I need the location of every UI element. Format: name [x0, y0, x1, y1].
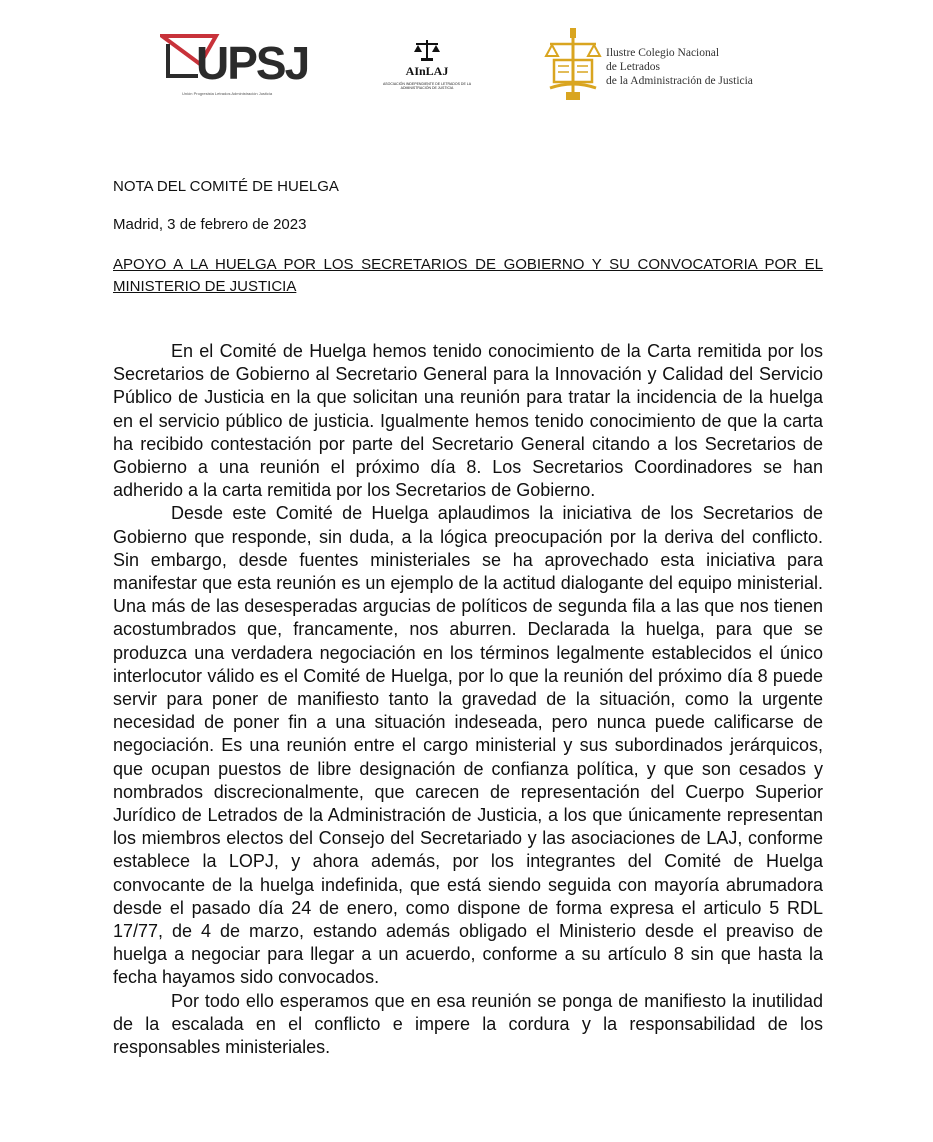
- upsj-wordmark: UPSJ: [196, 37, 309, 89]
- ainlaj-name: AInLAJ: [405, 64, 449, 78]
- colegio-crest-icon: [542, 26, 604, 104]
- colegio-name-line2: de Letrados: [606, 61, 660, 73]
- body-paragraph: Desde este Comité de Huelga aplaudimos la iniciativa de los Secretarios de Gobierno que responde, sin duda, a la lógica preocupación por la deriva del conflicto. Sin embargo, desde fuentes ministeriales se ha aprovechado esta iniciativa para manifestar que esta reunión es un ejemplo de la actitud dialogante del equipo ministerial. Una más de las desesperadas argucias de políticos de segunda fila a las que nos tienen acostumbrados que, francamente, nos aburren. Declarada la huelga, para que se produzca una verdadera negociación en los términos legalmente establecidos el único interlocutor válido es el Comité de Huelga, por lo que la reunión del próximo día 8 puede servir para poner de manifiesto tanto la gravedad de la situación, como la urgente necesidad de poner fin a una situación indeseada, pero nunca puede calificarse de negociación. Es una reunión entre el cargo ministerial y sus subordinados jerárquicos, que ocupan puestos de libre designación de confianza política, y que son cesados y nombrados discrecionalmente, que carecen de representación del Cuerpo Superior Jurídico de Letrados de la Administración de Justicia, a los que únicamente representan los miembros electos del Consejo del Secretariado y las asociaciones de LAJ, conforme establece la LOPJ, y ahora además, por los integrantes del Comité de Huelga convocante de la huelga indefinida, que está siendo seguida con mayoría abrumadora desde el pasado día 24 de enero, como dispone de forma expresa el articulo 5 RDL 17/77, de 4 de marzo, estando además obligado el Ministerio desde el preaviso de huelga a negociar para llegar a un acuerdo, conforme a su artículo 8 sin que hasta la fecha hayamos sido convocados.: [113, 503, 823, 988]
- upsj-logo: [160, 30, 309, 100]
- document-date: Madrid, 3 de febrero de 2023: [113, 216, 307, 233]
- document-subject: APOYO A LA HUELGA POR LOS SECRETARIOS DE GOBIERNO Y SU CONVOCATORIA POR EL MINISTERIO DE JUSTICIA: [113, 256, 823, 295]
- ainlaj-tagline: ASOCIACIÓN INDEPENDIENTE DE LETRADOS DE LA ADMINISTRACIÓN DE JUSTICIA: [382, 82, 472, 90]
- document-title: NOTA DEL COMITÉ DE HUELGA: [113, 178, 339, 195]
- colegio-logo: [542, 26, 772, 106]
- colegio-name-line3: de la Administración de Justicia: [606, 75, 753, 87]
- upsj-tagline: Unión Progresista Letrados Administración Justicia: [182, 91, 273, 96]
- ainlaj-logo: [368, 38, 486, 98]
- scales-icon: [412, 38, 442, 62]
- colegio-name-line1: Ilustre Colegio Nacional: [606, 47, 720, 59]
- document-body: [113, 340, 823, 1059]
- body-paragraph: En el Comité de Huelga hemos tenido conocimiento de la Carta remitida por los Secretarios de Gobierno al Secretario General para la Innovación y Calidad del Servicio Público de Justicia en la que solicitan una reunión para tratar la incidencia de la huelga en el servicio público de justicia. Igualmente hemos tenido conocimiento de que la carta ha recibido contestación por parte del Secretario General citando a los Secretarios de Gobierno a una reunión el próximo día 8. Los Secretarios Coordinadores se han adherido a la carta remitida por los Secretarios de Gobierno.: [113, 341, 823, 501]
- body-paragraph: Por todo ello esperamos que en esa reunión se ponga de manifiesto la inutilidad de la escalada en el conflicto e impere la cordura y la responsabilidad de los responsables ministeriales.: [113, 990, 823, 1058]
- letterhead: [0, 0, 933, 120]
- colegio-name: [606, 46, 753, 88]
